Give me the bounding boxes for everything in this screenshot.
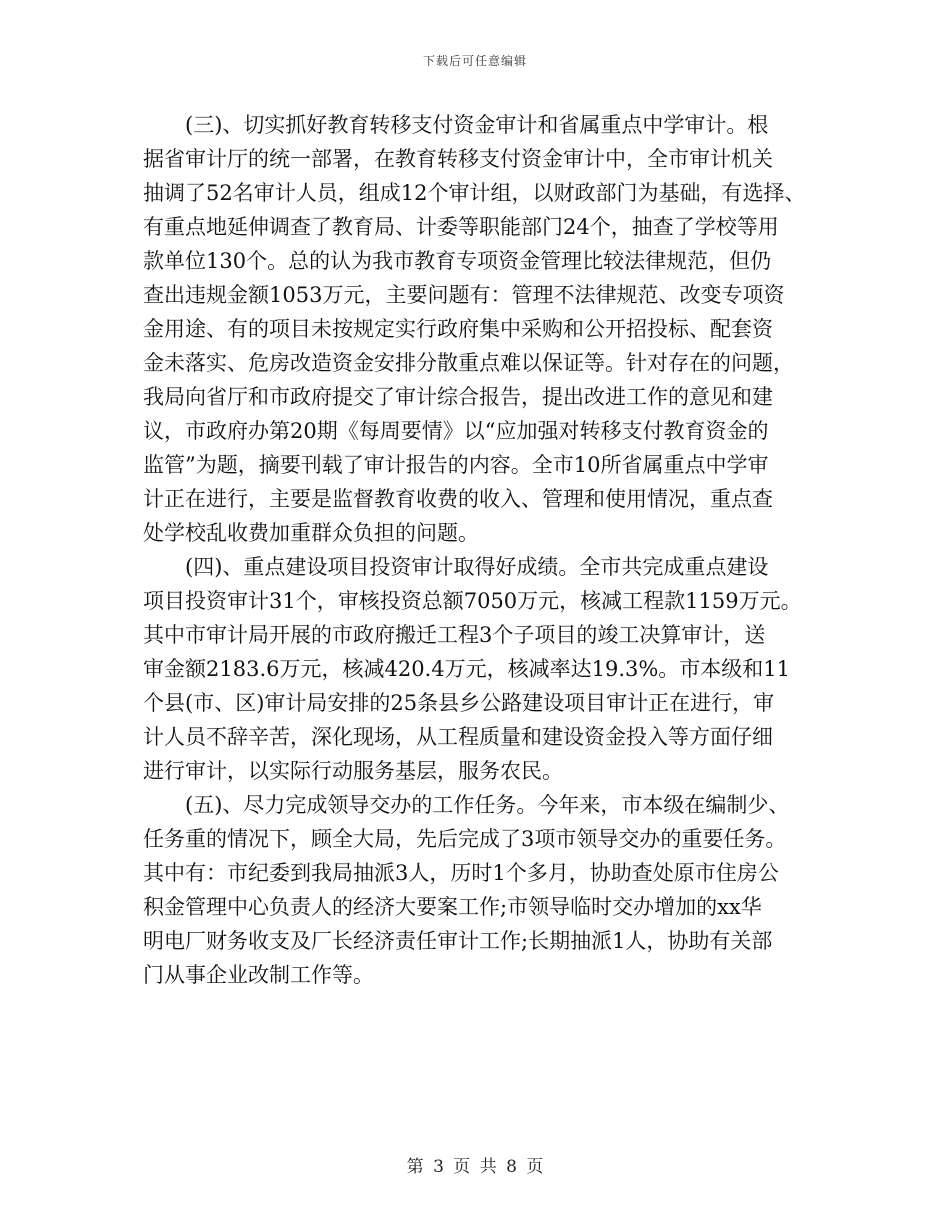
header-note: 下载后可任意编辑 [422, 54, 527, 68]
paragraph-line: 查出违规金额1053万元，主要问题有：管理不法律规范、改变专项资 [143, 283, 785, 307]
paragraph-line: 积金管理中心负责人的经济大要案工作;市领导临时交办增加的xx华 [143, 895, 762, 919]
paragraph-line: 款单位130个。总的认为我市教育专项资金管理比较法律规范，但仍 [143, 249, 772, 273]
paragraph-line: 抽调了52名审计人员，组成12个审计组，以财政部门为基础，有选择、 [143, 181, 806, 205]
paragraph-line: 有重点地延伸调查了教育局、计委等职能部门24个，抽查了学校等用 [143, 215, 779, 239]
paragraph-line: (五)、尽力完成领导交办的工作任务。今年来，市本级在编制少、 [185, 793, 790, 817]
paragraph-line: 计人员不辞辛苦，深化现场，从工程质量和建设资金投入等方面仔细 [143, 725, 773, 749]
paragraph-line: 门从事企业改制工作等。 [143, 963, 374, 987]
paragraph-line: 据省审计厅的统一部署，在教育转移支付资金审计中，全市审计机关 [143, 147, 773, 171]
paragraph-line: 我局向省厅和市政府提交了审计综合报告，提出改进工作的意见和建 [143, 385, 773, 409]
paragraph-line: (四)、重点建设项目投资审计取得好成绩。全市共完成重点建设 [185, 555, 769, 579]
paragraph-line: 进行审计，以实际行动服务基层，服务农民。 [143, 759, 563, 783]
paragraph-line: 任务重的情况下，顾全大局，先后完成了3项市领导交办的重要任务。 [143, 827, 787, 851]
paragraph-line: 其中市审计局开展的市政府搬迁工程3个子项目的竣工决算审计，送 [143, 623, 766, 647]
paragraph-line: 审金额2183.6万元，核减420.4万元，核减率达19.3%。市本级和11 [143, 657, 791, 681]
paragraph-line: 其中有：市纪委到我局抽派3人，历时1个多月，协助查处原市住房公 [143, 861, 779, 885]
page-number: 第 3 页 共 8 页 [406, 1157, 544, 1177]
paragraph-line: 项目投资审计31个，审核投资总额7050万元，核减工程款1159万元。 [143, 589, 802, 613]
paragraph-line: 金未落实、危房改造资金安排分散重点难以保证等。针对存在的问题， [143, 351, 794, 375]
paragraph-line: 个县(市、区)审计局安排的25条县乡公路建设项目审计正在进行，审 [143, 691, 775, 715]
paragraph-line: 明电厂财务收支及厂长经济责任审计工作;长期抽派1人，协助有关部 [143, 929, 773, 953]
paragraph-line: 金用途、有的项目未按规定实行政府集中采购和公开招投标、配套资 [143, 317, 773, 341]
paragraph-line: (三)、切实抓好教育转移支付资金审计和省属重点中学审计。根 [185, 113, 769, 137]
paragraph-line: 处学校乱收费加重群众负担的问题。 [143, 521, 479, 545]
paragraph-line: 监管”为题，摘要刊载了审计报告的内容。全市10所省属重点中学审 [143, 453, 769, 477]
paragraph-line: 计正在进行，主要是监督教育收费的收入、管理和使用情况，重点查 [143, 487, 773, 511]
paragraph-line: 议，市政府办第20期《每周要情》以“应加强对转移支付教育资金的 [143, 419, 769, 443]
